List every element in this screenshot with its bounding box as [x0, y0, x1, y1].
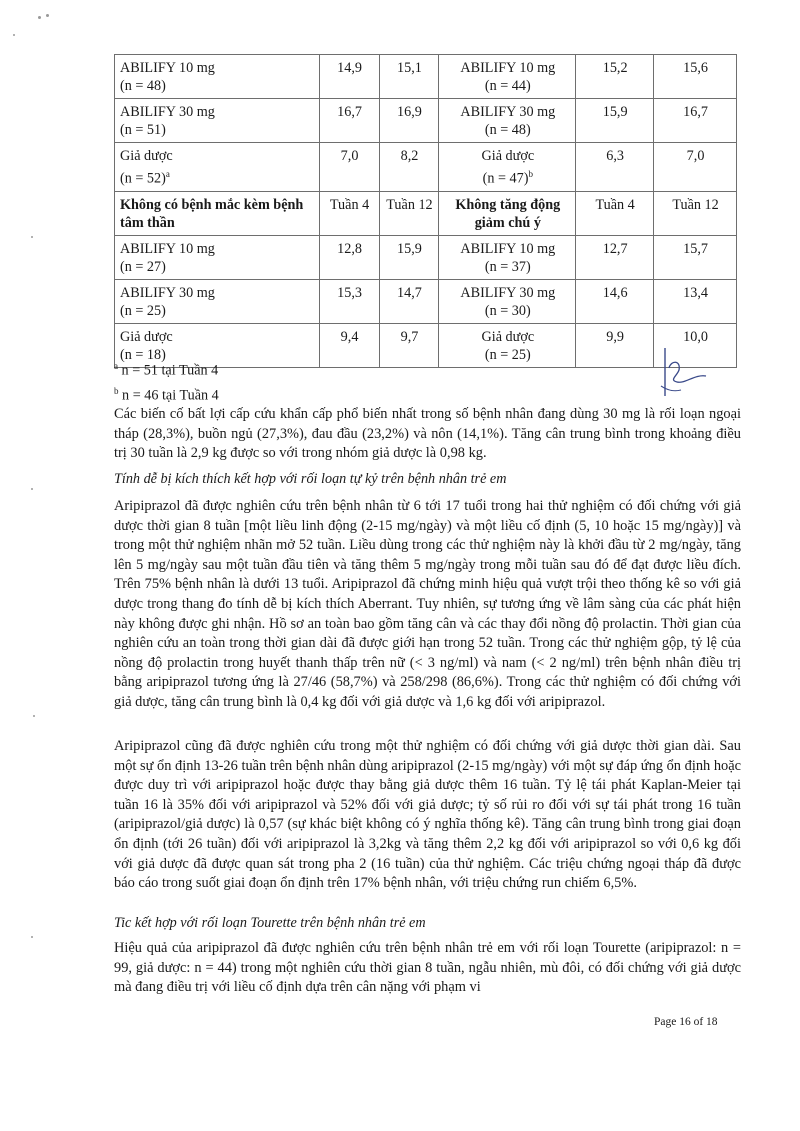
group-cell: Giả dược (n = 52)$^a$ — [115, 143, 320, 192]
footnote-ref-b: b — [528, 169, 533, 179]
group-cell: Không có bệnh mắc kèm bệnh tâm thần — [115, 191, 320, 235]
footnote-a-text: n = 51 tại Tuần 4 — [121, 362, 219, 379]
value-cell: 15,6 — [654, 55, 737, 99]
group-cell: Giả dược (n = 18) — [115, 323, 320, 367]
table-row — [115, 143, 737, 192]
value-cell: 9,7 — [379, 323, 439, 367]
footnote-ref-a: a — [165, 169, 170, 179]
table-header-row — [115, 191, 737, 235]
scan-speck — [31, 488, 33, 490]
scan-speck — [31, 936, 33, 938]
group-cell: ABILIFY 30 mg (n = 51) — [115, 99, 320, 143]
value-cell: 14,6 — [576, 279, 654, 323]
footnote-a — [114, 357, 218, 380]
group-cell-right: ABILIFY 30 mg (n = 30) — [439, 279, 576, 323]
value-cell: 16,7 — [654, 99, 737, 143]
value-cell: 8,2 — [379, 143, 439, 192]
value-cell: 15,7 — [654, 235, 737, 279]
value-cell: 6,3 — [576, 143, 654, 192]
table-row — [115, 99, 737, 143]
page-number: Page 16 of 18 — [654, 1016, 718, 1028]
scan-speck — [46, 14, 49, 17]
heading-tourette: Tic kết hợp với rối loạn Tourette trên bệnh nhân trẻ em — [114, 915, 426, 931]
group-cell: ABILIFY 10 mg (n = 48) — [115, 55, 320, 99]
value-cell: Tuần 12 — [379, 191, 439, 235]
value-cell: 16,9 — [379, 99, 439, 143]
group-cell-right: Giả dược (n = 47)$^b$ — [439, 143, 576, 192]
results-table-body — [115, 55, 737, 368]
footnote-a-mark: a — [114, 361, 118, 371]
group-cell-right: Không tăng động giảm chú ý — [439, 191, 576, 235]
scan-speck — [13, 34, 15, 36]
paragraph-long-term-trial: Aripiprazol cũng đã được nghiên cứu trong một thử nghiệm có đối chứng với giả dược thời gian dài. Sau một sự ổn định 13-26 tuần trên bệnh nhân dùng aripiprazol (2-15 mg/ngày) với một sự đáp ứng ổn định hoặc được duy trì với aripiprazol hoặc được thay bằng giả dược thêm 16 tuần. Tỷ lệ tái phát Kaplan-Meier tại tuần 16 là 35% đối với aripiprazol và 52% đối với giả dược; tỷ số rủi ro đối với sự tái phát trong 16 tuần (aripiprazol/giả dược) là 0,57 (sự khác biệt không có ý nghĩa thống kê). Tăng cân trung bình trong giai đoạn ổn định (tới 26 tuần) đối với aripiprazol là 3,2kg và tăng thêm 2,2 kg đối với aripiprazol so với 0,6 kg đối với giả dược đã được quan sát trong pha 2 (16 tuần) của thử nghiệm. Các triệu chứng ngoại tháp đã được báo cáo trong suốt giai đoạn ổn định trên 17% bệnh nhân, với triệu chứng run chiếm 6,5%. — [114, 738, 741, 892]
value-cell: 16,7 — [319, 99, 379, 143]
group-cell-right: Giả dược (n = 25) — [439, 323, 576, 367]
paragraph-tourette: Hiệu quả của aripiprazol đã được nghiên cứu trên bệnh nhân trẻ em với rối loạn Tourette (aripiprazol: n = 99, giả dược: n = 44) trong một nghiên cứu thời gian 8 tuần, ngẫu nhiên, mù đôi, có đối chứng với giả dược mà đang điều trị với liều cố định dựa trên cân nặng với phạm vi — [114, 940, 741, 996]
value-cell: 15,9 — [576, 99, 654, 143]
group-cell: ABILIFY 10 mg (n = 27) — [115, 235, 320, 279]
footnote-b-text: n = 46 tại Tuần 4 — [122, 387, 219, 404]
heading-autism-irritability: Tính dễ bị kích thích kết hợp với rối loạn tự kỷ trên bệnh nhân trẻ em — [114, 471, 507, 487]
value-cell: Tuần 4 — [319, 191, 379, 235]
table-row — [115, 55, 737, 99]
footnote-b-mark: b — [114, 386, 119, 396]
group-cell-right: ABILIFY 30 mg (n = 48) — [439, 99, 576, 143]
value-cell: 15,1 — [379, 55, 439, 99]
value-cell: 15,3 — [319, 279, 379, 323]
value-cell: 15,2 — [576, 55, 654, 99]
value-cell: 9,4 — [319, 323, 379, 367]
value-cell: 7,0 — [319, 143, 379, 192]
value-cell: 12,7 — [576, 235, 654, 279]
paragraph-adverse-events: Các biến cố bất lợi cấp cứu khẩn cấp phổ biến nhất trong số bệnh nhân đang dùng 30 mg là rối loạn ngoại tháp (28,3%), buồn ngủ (27,3%), đau đầu (23,2%) và nôn (14,1%). Tăng cân trung bình trong khoảng điều trị 30 tuần là 2,9 kg được so với trong nhóm giả dược là 0,98 kg. — [114, 406, 741, 462]
value-cell: 14,7 — [379, 279, 439, 323]
table-row — [115, 279, 737, 323]
paragraph-autism-trials: Aripiprazol đã được nghiên cứu trên bệnh nhân từ 6 tới 17 tuổi trong hai thử nghiệm có đối chứng với giả dược thời gian 8 tuần [một liều linh động (2-15 mg/ngày) và một liều cố định (5, 10 hoặc 15 mg/ngày)] và trong một thử nghiệm nhãn mở 52 tuần. Liều dùng trong các thử nghiệm này là khởi đầu từ 2 mg/ngày, tăng lên 5 mg/ngày sau một tuần đầu tiên và tăng thêm 5 mg/ngày trong mỗi tuần sau đó để đạt được liều đích. Trên 75% bệnh nhân là dưới 13 tuổi. Aripiprazol đã chứng minh hiệu quả vượt trội theo thống kê so với giả dược trong thang đo tính dễ bị kích thích Aberrant. Tuy nhiên, sự tương ứng về lâm sàng của các phát hiện này không được ghi nhận. Hồ sơ an toàn bao gồm tăng cân và các thay đổi nồng độ prolactin. Thời gian của nghiên cứu an toàn trong thời gian dài đã được giới hạn trong 52 tuần. Trong các thử nghiệm gộp, tỷ lệ của nồng độ prolactin trong huyết thanh thấp trên nữ (< 3 ng/ml) và nam (< 2 ng/ml) trên bệnh nhân điều trị bằng aripiprazol tương ứng là 27/46 (58,7%) và 258/298 (86,6%). Trong các thử nghiệm có đối chứng với giả dược, tăng cân trung bình là 0,4 kg đối với giả dược và 1,6 kg đối với aripiprazol. — [114, 498, 741, 710]
scan-speck — [38, 16, 41, 19]
group-cell: ABILIFY 30 mg (n = 25) — [115, 279, 320, 323]
value-cell: Tuần 4 — [576, 191, 654, 235]
footnote-b — [114, 382, 219, 405]
value-cell: 15,9 — [379, 235, 439, 279]
value-cell: 12,8 — [319, 235, 379, 279]
table-row — [115, 235, 737, 279]
value-cell: 10,0 — [654, 323, 737, 367]
scan-speck — [33, 715, 35, 717]
results-table — [114, 54, 737, 368]
value-cell: Tuần 12 — [654, 191, 737, 235]
group-cell-right: ABILIFY 10 mg (n = 37) — [439, 235, 576, 279]
group-cell-right: ABILIFY 10 mg (n = 44) — [439, 55, 576, 99]
value-cell: 9,9 — [576, 323, 654, 367]
handwritten-initial-mark — [651, 346, 711, 402]
value-cell: 7,0 — [654, 143, 737, 192]
value-cell: 14,9 — [319, 55, 379, 99]
value-cell: 13,4 — [654, 279, 737, 323]
scan-speck — [31, 236, 33, 238]
